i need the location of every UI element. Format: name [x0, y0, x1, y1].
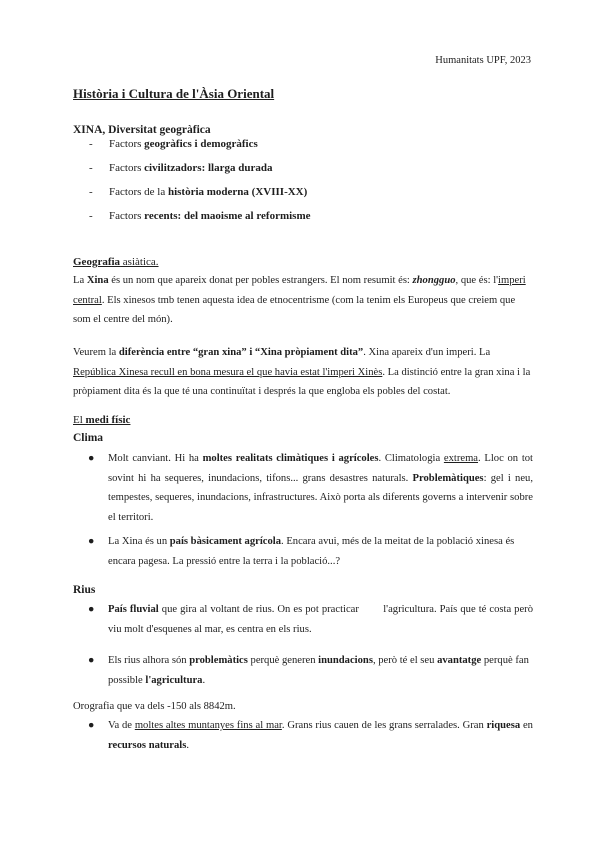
subheading-clima: Clima — [73, 432, 104, 444]
section-heading-medi-fisic: El medi físic — [73, 414, 131, 426]
bullet-icon: ● — [88, 604, 95, 615]
bullet-item: ● Va de moltes altes muntanyes fins al mar. Grans rius cauen de les grans serralades. Gran riquesa en recursos naturals. — [88, 716, 533, 755]
paragraph-gran-xina: Veurem la diferència entre “gran xina” i “Xina pròpiament dita”. Xina apareix d'un imperi. La República Xinesa recull en bona mesura el que havia estat l'imperi Xinès. La distinció entre la gran xina i la pròpiament dita és la que té una continuïtat i després la que engloba els pobles del costat. — [73, 347, 531, 397]
list-item: - Factors recents: del maoisme al reformisme — [89, 210, 311, 222]
paragraph-xina-nom: La Xina és un nom que apareix donat per pobles estrangers. El nom resumit és: zhongguo, que és: l'imperi central. Els xinesos tmb tenen aquesta idea de etnocentrisme (com la tenim els Europeus que creiem que som el centre del món). — [73, 275, 526, 325]
bullet-item: ● Els rius alhora són problemàtics perquè generen inundacions, però té el seu avantatge perquè fan possible l'agricultura. — [88, 651, 533, 690]
list-item: - Factors de la història moderna (XVIII-XX) — [89, 186, 308, 198]
bullet-icon: ● — [88, 536, 95, 547]
bullet-item: ● País fluvial que gira al voltant de rius. On es pot practicar l'agricultura. País que té costa però viu molt d'esquenes al mar, es centra en els rius. — [88, 600, 533, 639]
bullet-icon: ● — [88, 453, 95, 464]
list-item: - Factors civilitzadors: llarga durada — [89, 162, 273, 174]
section-heading-geografia: Geografia asiàtica. — [73, 256, 159, 268]
page-header: Humanitats UPF, 2023 — [435, 55, 531, 66]
bullet-icon: ● — [88, 720, 95, 731]
paragraph-orografia: Orografia que va dels -150 als 8842m. — [73, 701, 236, 712]
document-title: Història i Cultura de l'Àsia Oriental — [73, 86, 275, 101]
section-heading-xina: XINA, Diversitat geogràfica — [73, 124, 211, 136]
bullet-icon: ● — [88, 655, 95, 666]
subheading-rius: Rius — [73, 584, 96, 596]
bullet-item: ● Molt canviant. Hi ha moltes realitats climàtiques i agrícoles. Climatologia extrema. Lloc on tot sovint hi ha sequeres, inundacions, tifons... grans desastres naturals. Problemàtiques: gel i neu, tempestes, sequeres, inundacions, infrastructures. Això porta als diferents governs a intervenir sobre el territori. — [88, 449, 533, 527]
list-item: - Factors geogràfics i demogràfics — [89, 138, 258, 150]
bullet-item: ● La Xina és un país bàsicament agrícola. Encara avui, més de la meitat de la població xinesa és encara pagesa. La pressió entre la terra i la població...? — [88, 532, 533, 571]
